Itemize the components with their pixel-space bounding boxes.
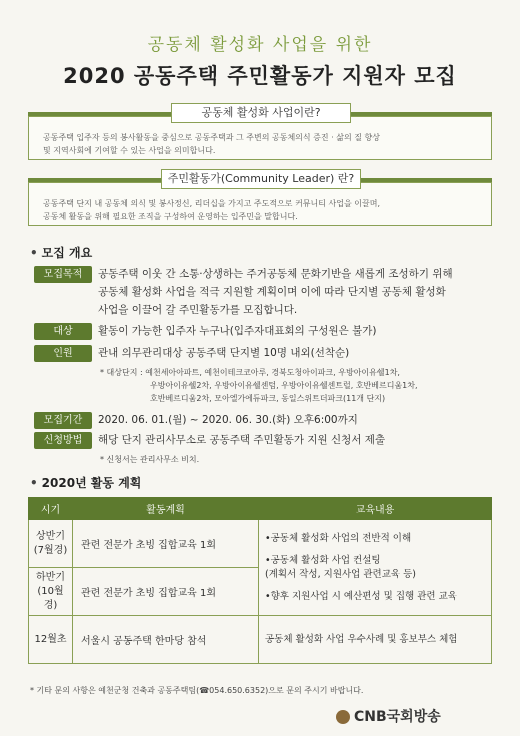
info-box-community-line2: 및 지역사회에 기여할 수 있는 사업을 의미합니다. (43, 146, 216, 155)
broadcaster-logo: CNB국회방송 (336, 706, 441, 726)
row-plan: 서울시 공동주택 한마당 참석 (73, 616, 259, 664)
row-edu: 공동체 활성화 사업 우수사례 및 홍보부스 체험 (259, 616, 492, 664)
row-plan: 관련 전문가 초빙 집합교육 1회 (73, 520, 259, 568)
row-time: 12월초 (29, 616, 73, 664)
row-plan: 관련 전문가 초빙 집합교육 1회 (73, 568, 259, 616)
footer-note: * 기타 문의 사항은 예천군청 건축과 공동주택팀(☎054.650.6352)으로 문의 주시기 바랍니다. (30, 686, 364, 695)
period-text: 2020. 06. 01.(월) ~ 2020. 06. 30.(화) 오후6:00까지 (98, 414, 358, 426)
info-box-community (28, 106, 492, 160)
target-label: 대상 (34, 323, 92, 340)
header-plan: 활동계획 (73, 498, 259, 520)
plan-table (28, 497, 492, 664)
row-time: 하반기 (10월경) (29, 568, 73, 616)
staff-label: 인원 (34, 345, 92, 362)
staff-text: 관내 의무관리대상 공동주택 단지별 10명 내외(선착순) (98, 347, 350, 359)
apply-text: 해당 단지 관리사무소로 공동주택 주민활동가 지원 신청서 제출 (98, 434, 386, 446)
target-text: 활동이 가능한 입주자 누구나(입주자대표회의 구성원은 불가) (98, 325, 377, 337)
row-edu: •공동체 활성화 사업의 전반적 이해 •공동체 활성화 사업 컨설팅 (계획서 작성, 지원사업 관련교육 등) •향후 지원사업 시 예산편성 및 집행 관련 교육 (259, 520, 492, 616)
purpose-label: 모집목적 (34, 266, 92, 283)
header-time: 시기 (29, 498, 73, 520)
info-box-leader-line2: 공동체 활동을 위해 필요한 조직을 구성하여 운영하는 입주민을 말합니다. (43, 212, 298, 221)
info-box-leader-heading: 주민활동가(Community Leader) 란? (161, 169, 361, 189)
apply-label: 신청방법 (34, 432, 92, 449)
info-box-community-heading: 공동체 활성화 사업이란? (171, 103, 351, 123)
plan-table-header (29, 498, 492, 520)
bullet-icon: • (30, 246, 38, 260)
row-time: 상반기 (7월경) (29, 520, 73, 568)
header-edu: 교육내용 (259, 498, 492, 520)
apply-note: * 신청서는 관리사무소 비치. (100, 455, 200, 464)
plan-section-title: • 2020년 활동 계획 (30, 476, 142, 490)
info-box-community-line1: 공동주택 입주자 등의 봉사활동을 중심으로 공동주택과 그 주변의 공동체의식 증진 · 삶의 질 향상 (43, 133, 380, 142)
info-box-leader-line1: 공동주택 단지 내 공동체 의식 및 봉사정신, 리더십을 가지고 주도적으로 커뮤니티 사업을 이끌며, (43, 199, 380, 208)
table-row (29, 616, 492, 664)
info-box-leader (28, 172, 492, 226)
purpose-text: 공동주택 이웃 간 소통·상생하는 주거공동체 문화기반을 새롭게 조성하기 위해 공동체 활성화 사업을 적극 지원할 계획이며 이에 따라 단지별 공동체 활성화 사업을 이끌어 갈 주민활동가를 모집합니다. (98, 268, 453, 316)
poster-title: 2020 공동주택 주민활동가 지원자 모집 (63, 64, 457, 88)
period-label: 모집기간 (34, 412, 92, 429)
logo-icon (336, 710, 350, 724)
bullet-icon: • (30, 476, 38, 490)
table-row (29, 520, 492, 568)
complex-list: * 대상단지 : 예천세아아파트, 예천이테크코아루, 경북도청아이파크, 우방아이유쉘1차, 우방아이유쉘2차, 우방아이유쉘센텀, 우방아이유쉘센트럴, 호반베르디움1차, 호반베르디움2차, 모아엘가에듀파크, 동일스위트더파크(11개 단지) (100, 368, 418, 403)
poster-subtitle: 공동체 활성화 사업을 위한 (147, 35, 373, 55)
recruit-section-title: • 모집 개요 (30, 246, 93, 260)
